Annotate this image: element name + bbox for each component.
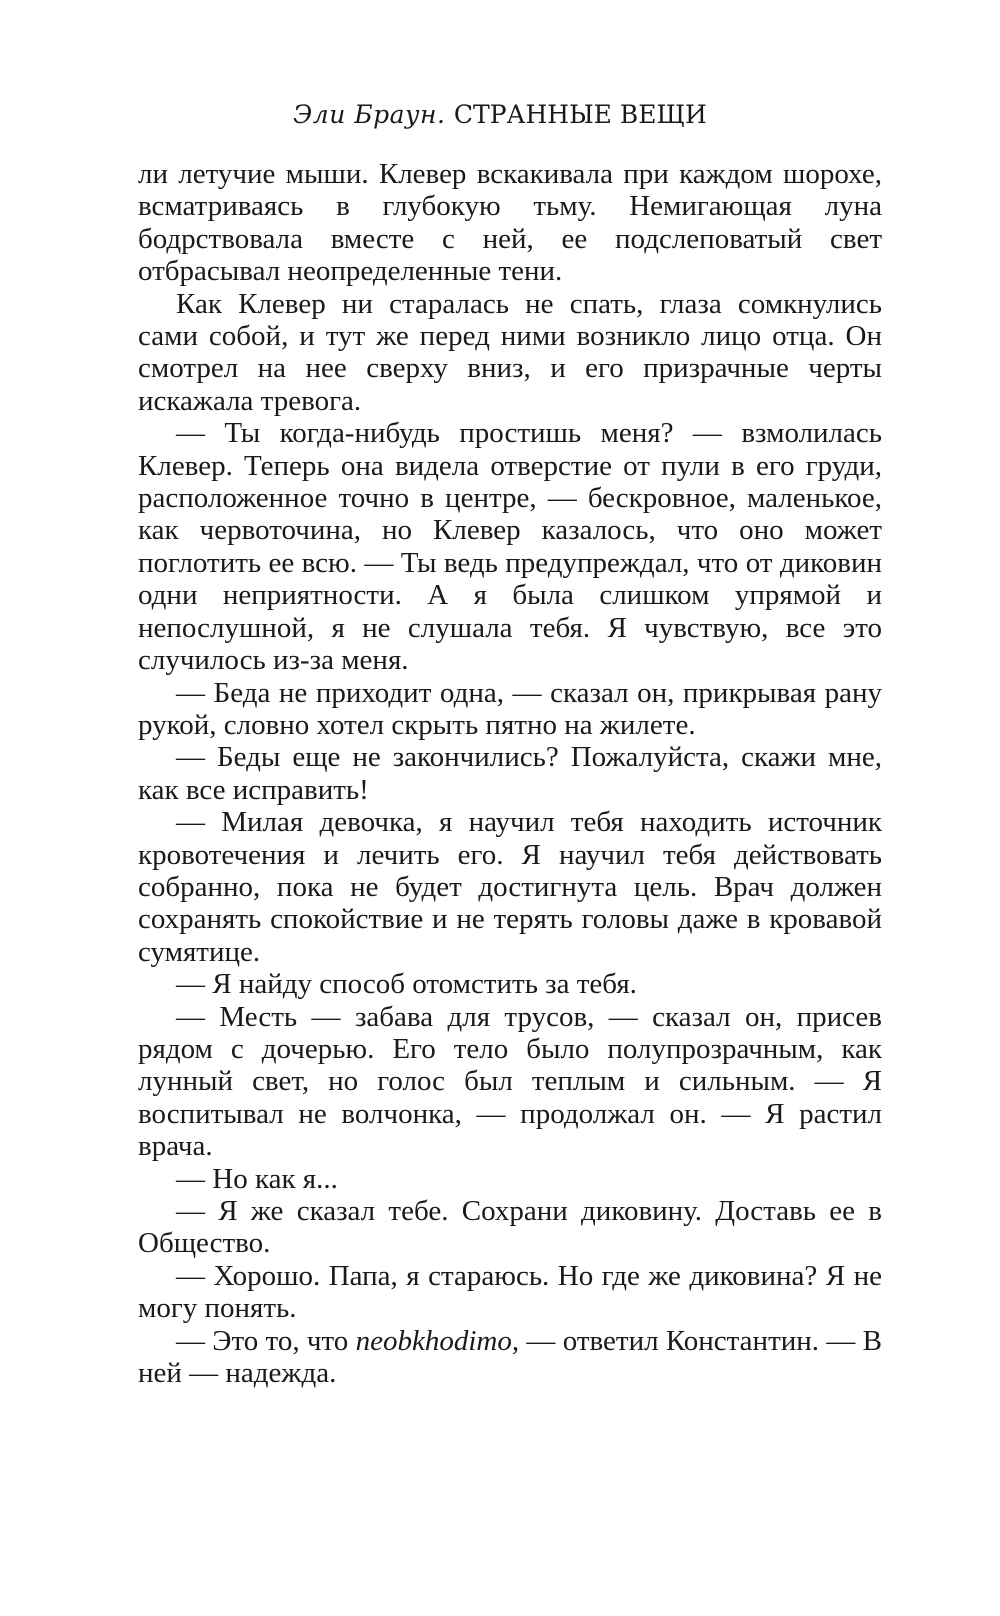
- paragraph: Как Клевер ни старалась не спать, глаза сомкнулись сами собой, и тут же перед ними возникло лицо отца. Он смотрел на нее сверху вниз, и его призрачные черты искажала тревога.: [138, 287, 882, 417]
- paragraph: — Беды еще не закончились? Пожалуйста, скажи мне, как все исправить!: [138, 741, 882, 806]
- running-head: [0, 100, 1000, 129]
- paragraph: — Месть — забава для трусов, — сказал он, присев рядом с дочерью. Его тело было полупрозрачным, как лунный свет, но голос был теплым и сильным. — Я воспитывал не волчонка, — продолжал он. — Я растил врача.: [138, 1000, 882, 1163]
- running-head-author: Эли Браун.: [293, 100, 446, 129]
- paragraph: — Но как я...: [176, 1162, 338, 1195]
- body-text: [138, 158, 882, 1389]
- paragraph: — Хорошо. Папа, я стараюсь. Но где же диковина? Я не могу понять.: [138, 1259, 882, 1325]
- paragraph: ли летучие мыши. Клевер вскакивала при каждом шорохе, всматриваясь в глубокую тьму. Немигающая луна бодрствовала вместе с ней, ее подслеповатый свет отбрасывал неопределенные тени.: [138, 158, 882, 288]
- last-paragraph-after: — ответил Константин. — В ней — надежда.: [138, 1324, 882, 1390]
- paragraph: — Я найду способ отомстить за тебя.: [176, 968, 637, 1001]
- italic-word: neobkhodimo,: [355, 1324, 520, 1357]
- paragraph: — Беда не приходит одна, — сказал он, прикрывая рану рукой, словно хотел скрыть пятно на жилете.: [138, 676, 882, 741]
- paragraph-last: [138, 1325, 882, 1390]
- paragraph: — Я же сказал тебе. Сохрани диковину. Доставь ее в Общество.: [138, 1195, 882, 1260]
- paragraph: — Милая девочка, я научил тебя находить источник кровотечения и лечить его. Я научил тебя действовать собранно, пока не будет достигнута цель. Врач должен сохранять спокойствие и не терять головы даже в кровавой сумятице.: [138, 806, 882, 968]
- paragraph: — Ты когда-нибудь простишь меня? — взмолилась Клевер. Теперь она видела отверстие от пули в его груди, расположенное точно в центре, — бескровное, маленькое, как червоточина, но Клевер казалось, что оно может поглотить ее всю. — Ты ведь предупреждал, что от диковин одни неприятности. А я была слишком упрямой и непослушной, я не слушала тебя. Я чувствую, все это случилось из-за меня.: [138, 417, 882, 677]
- running-head-title: СТРАННЫЕ ВЕЩИ: [453, 100, 707, 129]
- last-paragraph-before: — Это то, что: [176, 1324, 356, 1357]
